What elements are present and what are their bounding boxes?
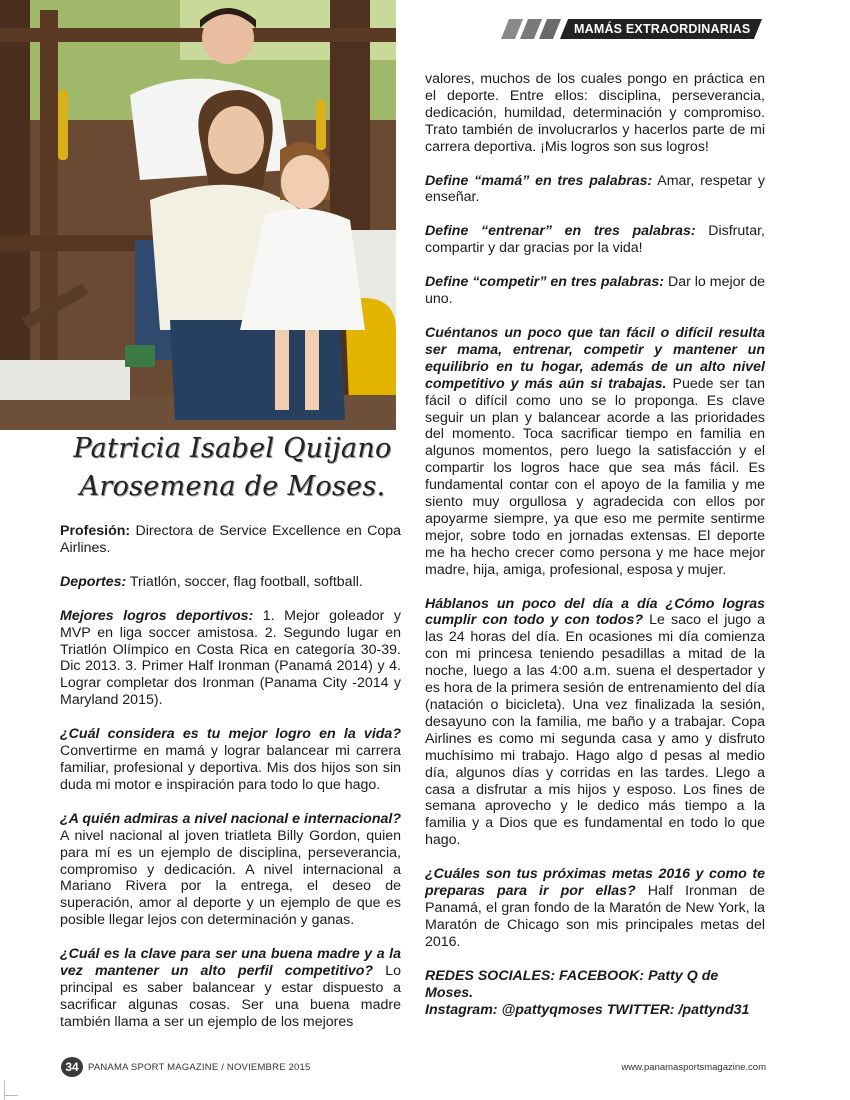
header-stripe	[520, 19, 542, 39]
qa-define-competir: Define “competir” en tres palabras: Dar lo mejor de uno.	[425, 274, 765, 308]
qa-clave: ¿Cuál es la clave para ser una buena madre y a la vez mantener un alto perfil competitivo? Lo principal es saber balancear y estar dispuesto a sacrificar algunas cosas. Ser una buena madre también llama a ser un ejemplo de los mejores	[60, 946, 401, 1030]
social-media: REDES SOCIALES: FACEBOOK: Patty Q de Moses. Instagram: @pattyqmoses TWITTER: /pattynd31	[425, 967, 750, 1018]
qa-admiras: ¿A quién admiras a nivel nacional e internacional? A nivel nacional al joven triatleta Billy Gordon, quien para mí es un ejemplo de disciplina, perseverancia, compromiso y dedicación. A nivel internacional a Mariano Rivera por la entrega, el deseo de superación, amor al deporte y un ejemplo de que es posible llegar lejos con determinación y ganas.	[60, 810, 401, 929]
page-number-badge: 34	[61, 1057, 83, 1077]
qa-define-mama: Define “mamá” en tres palabras: Amar, respetar y enseñar.	[425, 172, 765, 206]
deportes-paragraph: Deportes: Triatlón, soccer, flag football, softball.	[60, 573, 363, 590]
magazine-issue: PANAMA SPORT MAGAZINE / NOVIEMBRE 2015	[88, 1062, 311, 1073]
logros-paragraph: Mejores logros deportivos: 1. Mejor goleador y MVP en liga soccer amistosa. 2. Segundo lugar en Triatlón Olímpico en Costa Rica en categoría 30-39. Dic 2013. 3. Primer Half Ironman (Panamá 2014) y 4. Lograr completar dos Ironman (Panama City -2014 y Maryland 2015).	[60, 607, 402, 709]
qa-equilibrio: Cuéntanos un poco que tan fácil o difícil resulta ser mama, entrenar, competir y mantener un equilibrio en tu hogar, además de un alto nivel competitivo y más aún si trabajas. Puede ser tan fácil o difícil como uno se lo proponga. Es clave seguir un plan y balancear acorde a las prioridades del momento. Toca sacrificar tiempo en familia en algunos momentos, pero luego la satisfacción y el compartir los logros hace que sea más fácil. Es fundamental contar con el apoyo de la familia y me siento muy orgullosa y agradecida con ellos por apoyarme siempre, ya que eso me permite sentirme mejor, sobre todo en jornadas extensas. El deporte me ha hecho crecer como persona y me hace mejor madre, hija, amiga, profesional, esposa y mujer.	[425, 324, 766, 578]
crop-mark	[4, 1095, 18, 1096]
section-header	[505, 18, 758, 40]
section-label: MAMÁS EXTRAORDINARIAS	[560, 19, 763, 39]
website-link[interactable]: www.panamasportsmagazine.com	[621, 1062, 766, 1073]
header-stripe	[539, 19, 561, 39]
qa-metas-2016: ¿Cuáles son tus próximas metas 2016 y como te preparas para ir por ellas? Half Ironman de Panamá, el gran fondo de la Maratón de New York, la Maratón de Chicago son mis principales metas del 2016.	[425, 866, 765, 950]
family-photo	[0, 0, 396, 430]
name-line-1: Patricia Isabel Quijano	[73, 433, 392, 464]
qa-dia-a-dia: Háblanos un poco del día a día ¿Cómo logras cumplir con todo y con todos? Le saco el jugo a las 24 horas del día. En ocasiones mi día comienza con mi princesa teniendo pesadillas a mitad de la noche, luego a las 4:00 a.m. suena el despertador y es hora de la primera sesión de entrenamiento del día (natación o bicicleta). Una vez finalizada la sesión, desayuno con la familia, me baño y a trabajar. Copa Airlines es como mi segunda casa y amo y disfruto muchísimo mi trabajo. Hago algo d pesas al medio día, algunos días y corridas en las tardes. Llego a casa a disfrutar a mis hijos y esposo. Los fines de semana aprovecho y le dedico más tiempo a la familia y a Dios que es fundamental en todo lo que hago.	[425, 595, 766, 849]
page-footer	[61, 1057, 766, 1077]
qa-clave-continued: valores, muchos de los cuales pongo en práctica en el deporte. Entre ellos: disciplina, perseverancia, dedicación, humildad, determinación y compromiso. Trato también de involucrarlos y hacerlos parte de mi carrera deportiva. ¡Mis logros son sus logros!	[425, 71, 765, 155]
qa-define-entrenar: Define “entrenar” en tres palabras: Disfrutar, compartir y dar gracias por la vida!	[425, 223, 765, 257]
profesion-paragraph: Profesión: Directora de Service Excellence en Copa Airlines.	[60, 523, 401, 556]
header-stripe	[501, 19, 523, 39]
interviewee-name	[60, 430, 405, 506]
left-column	[60, 523, 401, 1048]
name-line-2: Arosemena de Moses.	[79, 471, 386, 502]
qa-mejor-logro: ¿Cuál considera es tu mejor logro en la vida? Convertirme en mamá y lograr balancear mi carrera familiar, profesional y deportiva. Mis dos hijos son sin duda mi motor e inspiración para todo lo que hago.	[60, 726, 401, 793]
crop-mark	[4, 1080, 5, 1100]
right-column	[425, 71, 765, 1018]
